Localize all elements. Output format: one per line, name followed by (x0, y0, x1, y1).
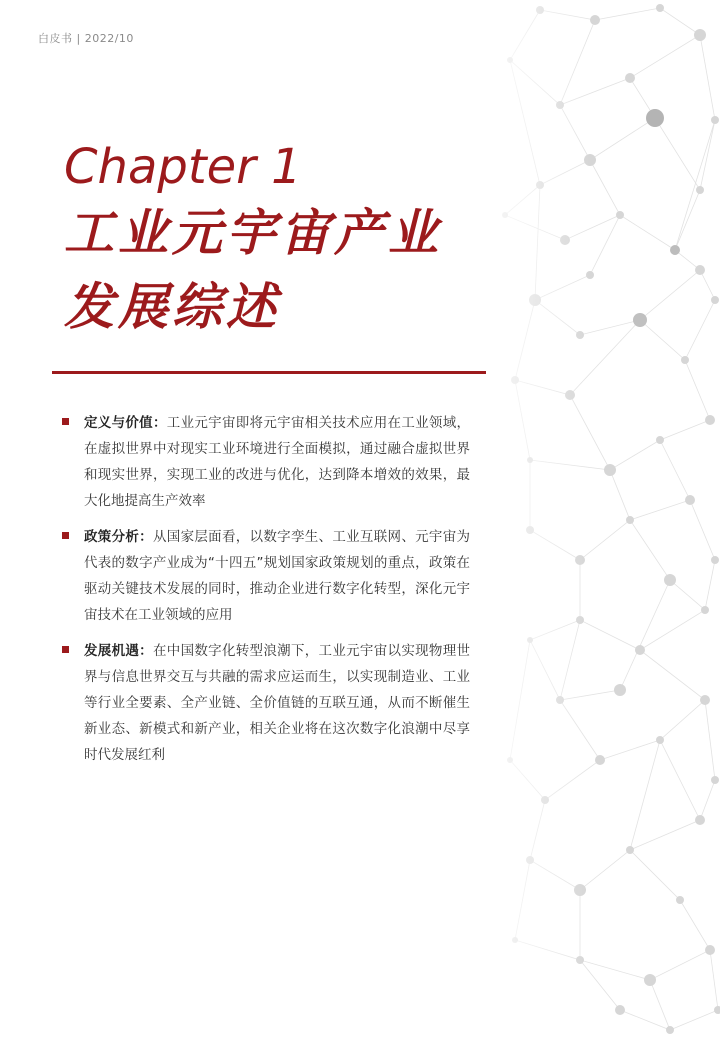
chapter-number: Chapter 1 (64, 139, 302, 195)
summary-item-text: 从国家层面看，以数字孪生、工业互联网、元宇宙为代表的数字产业成为“十四五”规划国家政策规划的重点，政策在驱动关键技术发展的同时，推动企业进行数字化转型，深化元宇宙技术在工业领域的应用 (84, 529, 471, 623)
document-header: 白皮书 | 2022/10 (38, 32, 134, 45)
chapter-title-line-2: 发展综述 (64, 278, 280, 336)
summary-item-heading: 政策分析： (84, 529, 153, 545)
bullet-square-icon (62, 532, 69, 539)
summary-item-heading: 定义与价值： (84, 415, 167, 431)
chapter-title-line-1: 工业元宇宙产业 (64, 204, 442, 262)
summary-item-text: 工业元宇宙即将元宇宙相关技术应用在工业领域，在虚拟世界中对现实工业环境进行全面模拟，通过融合虚拟世界和现实世界，实现工业的改进与优化，达到降本增效的效果，最大化地提高生产效率 (84, 415, 471, 509)
summary-item-opportunity (62, 638, 470, 768)
bullet-square-icon (62, 418, 69, 425)
chapter-title (64, 138, 442, 344)
title-divider (52, 371, 486, 374)
summary-item-text: 在中国数字化转型浪潮下，工业元宇宙以实现物理世界与信息世界交互与共融的需求应运而生，以实现制造业、工业等行业全要素、全产业链、全价值链的互联互通，从而不断催生新业态、新模式和新产业，相关企业将在这次数字化浪潮中尽享时代发展红利 (84, 643, 471, 763)
summary-item-heading: 发展机遇： (84, 643, 153, 659)
summary-item-policy (62, 524, 470, 628)
bullet-square-icon (62, 646, 69, 653)
background-fade (470, 0, 590, 1040)
summary-item-definition (62, 410, 470, 514)
summary-item-body (84, 410, 470, 514)
summary-item-body (84, 524, 470, 628)
summary-list (62, 410, 470, 778)
summary-item-body (84, 638, 470, 768)
